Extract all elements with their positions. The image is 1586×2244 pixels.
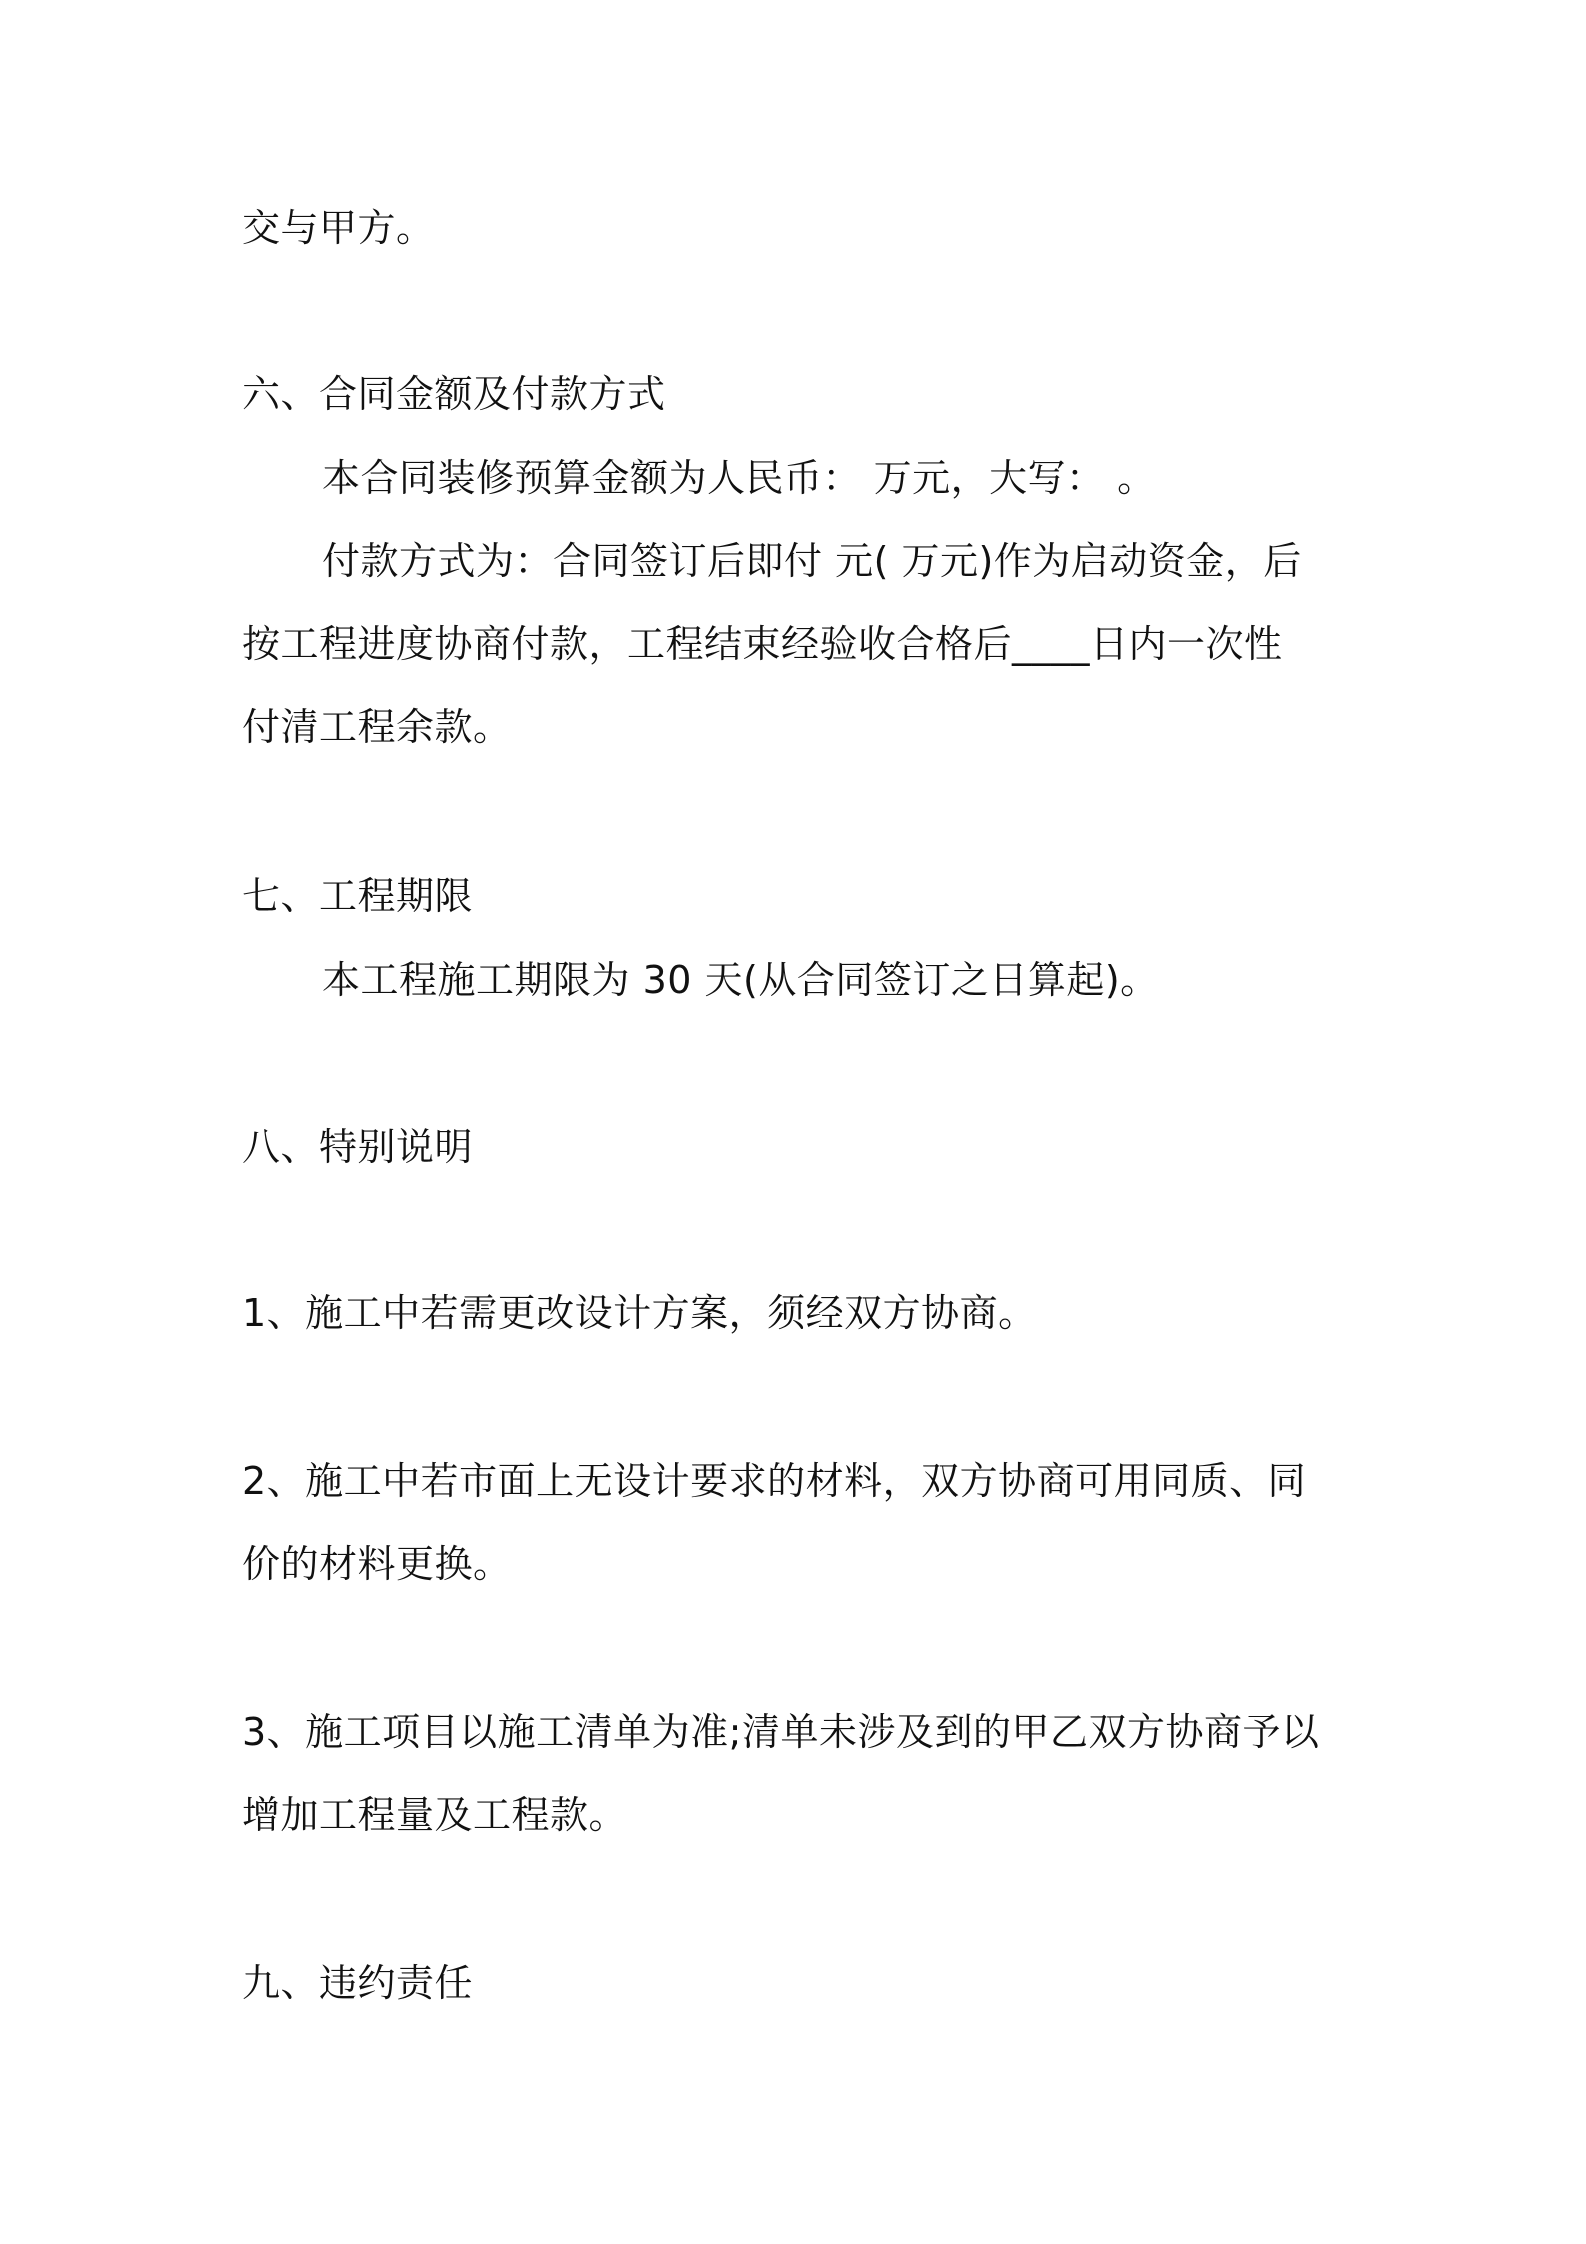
- paragraph-line: 交与甲方。: [242, 206, 435, 250]
- paragraph-line: 付款方式为：合同签订后即付 元( 万元)作为启动资金，后: [322, 539, 1302, 583]
- section-heading-liability: 九、违约责任: [242, 1961, 474, 2005]
- list-item: 1、施工中若需更改设计方案，须经双方协商。: [242, 1291, 1037, 1335]
- section-heading-project-period: 七、工程期限: [242, 874, 474, 918]
- paragraph-line: 本工程施工期限为 30 天(从合同签订之日算起)。: [322, 958, 1159, 1002]
- list-item-continuation: 价的材料更换。: [242, 1542, 512, 1586]
- list-item-continuation: 增加工程量及工程款。: [242, 1793, 628, 1837]
- list-item: 2、施工中若市面上无设计要求的材料，双方协商可用同质、同: [242, 1459, 1307, 1503]
- list-item: 3、施工项目以施工清单为准;清单未涉及到的甲乙双方协商予以: [242, 1710, 1320, 1754]
- paragraph-line: 本合同装修预算金额为人民币： 万元，大写： 。: [322, 456, 1156, 500]
- paragraph-line: 按工程进度协商付款，工程结束经验收合格后____日内一次性: [242, 622, 1283, 666]
- paragraph-line: 付清工程余款。: [242, 705, 512, 749]
- section-heading-contract-amount: 六、合同金额及付款方式: [242, 372, 666, 416]
- section-heading-special-notes: 八、特别说明: [242, 1125, 474, 1169]
